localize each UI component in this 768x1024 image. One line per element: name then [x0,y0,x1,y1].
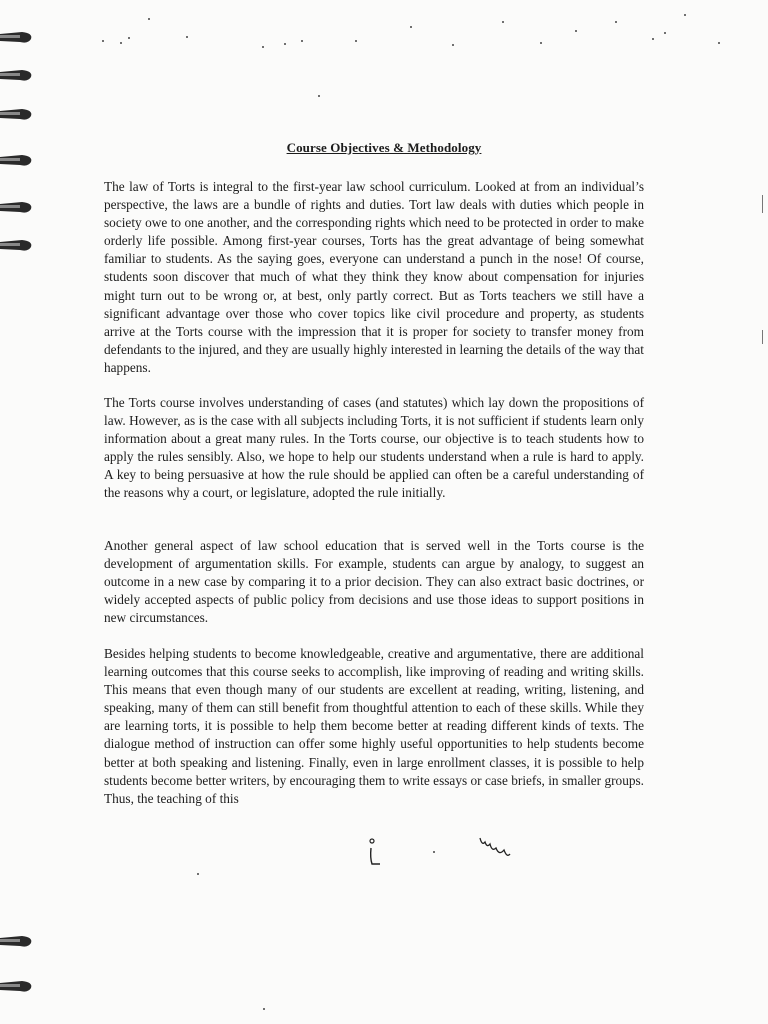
scan-speck [684,14,686,16]
paragraph-3: Another general aspect of law school education that is served well in the Torts course is the development of argumentation skills. For example, students can argue by analogy, to suggest an outcome in a new case by comparing it to a prior decision. They can also extract basic doctrines, or widely accepted aspects of public policy from decisions and use those ideas to support positions in new circumstances. [104,538,644,626]
scan-speck [318,95,320,97]
scan-speck [128,37,130,39]
binding-ring-icon [0,64,34,84]
scan-speck [102,40,104,42]
binding-ring-icon [0,975,34,995]
handwritten-signature-mark [478,834,514,862]
binding-ring-icon [0,26,34,46]
binding-ring-icon [0,930,34,950]
scan-speck [540,42,542,44]
scan-speck [284,43,286,45]
scan-speck [197,873,199,875]
binding-ring-icon [0,234,34,254]
paragraph-1: The law of Torts is integral to the first-year law school curriculum. Looked at from an individual’s perspective, the laws are a bundle of rights and duties. Tort law deals with duties which people in society owe to one another, and the corresponding rights which need to be protected in order to make orderly life possible. Among first-year courses, Torts has the great advantage of being somewhat familiar to students. As the saying goes, everyone can understand a punch in the nose! Of course, students soon discover that much of what they think they know about compensation for injuries might turn out to be wrong or, at best, only partly correct. But as Torts teachers we still have a significant advantage over those who cover topics like civil procedure and property, as students arrive at the Torts course with the impression that it is proper for society to transfer money from defendants to the injured, and they are usually highly interested in learning the details of the way that happens. [104,179,644,375]
scan-speck [410,26,412,28]
binding-ring-icon [0,103,34,123]
scan-speck [120,42,122,44]
scan-speck [575,30,577,32]
paragraph-2: The Torts course involves understanding of cases (and statutes) which lay down the propositions of law. However, as is the case with all subjects including Torts, it is not sufficient if students learn only information about a great many rules. In the Torts course, our objective is to teach students how to apply the rules sensibly. Also, we hope to help our students understand when a rule is hard to apply. A key to being persuasive at how the rule should be applied can often be a careful understanding of the reasons why a court, or legislature, adopted the rule initially. [104,395,644,501]
scan-speck [615,21,617,23]
binding-ring-icon [0,196,34,216]
paragraph-4: Besides helping students to become knowledgeable, creative and argumentative, there are additional learning outcomes that this course seeks to accomplish, like improving of reading and writing skills. This means that even though many of our students are excellent at reading, writing, listening, and speaking, many of them can still benefit from thoughtful attention to each of these skills. While they are learning torts, it is possible to help them become better at reading different kinds of texts. The dialogue method of instruction can offer some highly useful opportunities to help students become better at both speaking and listening. Finally, even in large enrollment classes, it is possible to help students become better writers, by encouraging them to write essays or case briefs, in smaller groups. Thus, the teaching of this [104,646,644,806]
margin-mark [762,195,763,213]
scan-speck [148,18,150,20]
scan-speck [718,42,720,44]
scan-speck [355,40,357,42]
scan-speck [452,44,454,46]
handwritten-initial-mark [362,836,384,870]
scan-speck [433,851,435,853]
scan-speck [301,40,303,42]
scan-speck [263,1008,265,1010]
scan-speck [664,32,666,34]
margin-mark [762,330,763,344]
scan-speck [186,36,188,38]
page-title: Course Objectives & Methodology [286,139,482,155]
scan-speck [502,21,504,23]
scan-speck [652,38,654,40]
scan-speck [262,46,264,48]
